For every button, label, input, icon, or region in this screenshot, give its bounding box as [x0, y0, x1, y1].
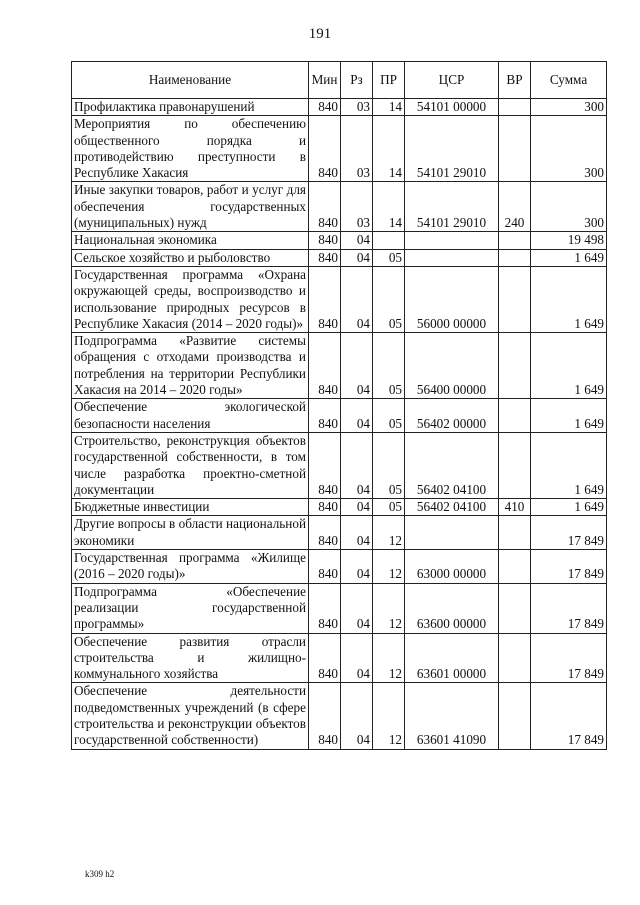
cell-csr	[405, 249, 499, 266]
table-row	[72, 683, 607, 749]
cell-pr: 12	[373, 516, 405, 550]
cell-rz: 04	[341, 683, 373, 749]
cell-vr	[499, 399, 531, 433]
cell-rz: 03	[341, 99, 373, 116]
cell-min: 840	[309, 266, 341, 332]
table-row	[72, 399, 607, 433]
cell-pr: 05	[373, 333, 405, 399]
cell-csr: 63601 00000	[405, 633, 499, 683]
cell-name: Мероприятия по обеспечению общественного порядка и противодействию преступности в Республике Хакасия	[72, 116, 309, 182]
table-row	[72, 333, 607, 399]
cell-csr: 54101 29010	[405, 116, 499, 182]
cell-sum: 1 649	[531, 333, 607, 399]
cell-name: Подпрограмма «Обеспечение реализации государственной программы»	[72, 583, 309, 633]
cell-pr: 05	[373, 266, 405, 332]
cell-sum: 17 849	[531, 633, 607, 683]
header-vr: ВР	[499, 62, 531, 99]
cell-csr: 63601 41090	[405, 683, 499, 749]
table-row	[72, 633, 607, 683]
table-row	[72, 516, 607, 550]
cell-vr	[499, 516, 531, 550]
cell-name: Профилактика правонарушений	[72, 99, 309, 116]
header-pr: ПР	[373, 62, 405, 99]
cell-vr: 240	[499, 182, 531, 232]
table-row	[72, 266, 607, 332]
cell-name: Иные закупки товаров, работ и услуг для обеспечения государственных (муниципальных) нужд	[72, 182, 309, 232]
header-sum: Сумма	[531, 62, 607, 99]
cell-sum: 300	[531, 116, 607, 182]
cell-min: 840	[309, 182, 341, 232]
cell-min: 840	[309, 432, 341, 498]
cell-sum: 17 849	[531, 550, 607, 584]
cell-sum: 17 849	[531, 516, 607, 550]
table-row	[72, 499, 607, 516]
cell-vr	[499, 232, 531, 249]
header-csr: ЦСР	[405, 62, 499, 99]
cell-rz: 03	[341, 116, 373, 182]
cell-pr: 12	[373, 583, 405, 633]
cell-pr: 12	[373, 683, 405, 749]
cell-sum: 1 649	[531, 399, 607, 433]
cell-csr: 56402 04100	[405, 432, 499, 498]
cell-rz: 04	[341, 633, 373, 683]
cell-csr: 63600 00000	[405, 583, 499, 633]
cell-rz: 04	[341, 266, 373, 332]
cell-min: 840	[309, 583, 341, 633]
cell-vr: 410	[499, 499, 531, 516]
cell-sum: 19 498	[531, 232, 607, 249]
cell-rz: 04	[341, 249, 373, 266]
cell-rz: 04	[341, 232, 373, 249]
footer-code: k309 h2	[85, 869, 115, 879]
cell-csr	[405, 516, 499, 550]
cell-sum: 17 849	[531, 583, 607, 633]
cell-sum: 300	[531, 99, 607, 116]
table-row	[72, 116, 607, 182]
cell-pr: 05	[373, 499, 405, 516]
cell-pr	[373, 232, 405, 249]
cell-pr: 14	[373, 99, 405, 116]
cell-sum: 1 649	[531, 499, 607, 516]
cell-name: Государственная программа «Охрана окружающей среды, воспроизводство и использование природных ресурсов в Республике Хакасия (2014 – 2020 годы)»	[72, 266, 309, 332]
cell-rz: 04	[341, 432, 373, 498]
table-row	[72, 232, 607, 249]
cell-csr: 54101 29010	[405, 182, 499, 232]
cell-csr: 56402 00000	[405, 399, 499, 433]
table-header-row	[72, 62, 607, 99]
cell-vr	[499, 266, 531, 332]
cell-name: Государственная программа «Жилище (2016 – 2020 годы)»	[72, 550, 309, 584]
cell-name: Обеспечение экологической безопасности населения	[72, 399, 309, 433]
cell-rz: 04	[341, 583, 373, 633]
cell-name: Подпрограмма «Развитие системы обращения с отходами производства и потребления на территории Республики Хакасия на 2014 – 2020 годы»	[72, 333, 309, 399]
cell-csr: 56402 04100	[405, 499, 499, 516]
header-name: Наименование	[72, 62, 309, 99]
header-min: Мин	[309, 62, 341, 99]
cell-csr: 63000 00000	[405, 550, 499, 584]
cell-name: Сельское хозяйство и рыболовство	[72, 249, 309, 266]
cell-sum: 1 649	[531, 249, 607, 266]
cell-min: 840	[309, 333, 341, 399]
cell-pr: 05	[373, 249, 405, 266]
cell-sum: 1 649	[531, 266, 607, 332]
cell-pr: 14	[373, 182, 405, 232]
cell-rz: 04	[341, 333, 373, 399]
budget-table	[71, 61, 607, 750]
cell-sum: 300	[531, 182, 607, 232]
cell-min: 840	[309, 516, 341, 550]
cell-min: 840	[309, 499, 341, 516]
cell-vr	[499, 683, 531, 749]
cell-min: 840	[309, 399, 341, 433]
cell-min: 840	[309, 683, 341, 749]
page-number: 191	[308, 26, 332, 42]
cell-vr	[499, 633, 531, 683]
cell-vr	[499, 432, 531, 498]
cell-name: Обеспечение развития отрасли строительства и жилищно-коммунального хозяйства	[72, 633, 309, 683]
cell-vr	[499, 550, 531, 584]
cell-csr: 54101 00000	[405, 99, 499, 116]
table-row	[72, 182, 607, 232]
cell-vr	[499, 116, 531, 182]
cell-min: 840	[309, 99, 341, 116]
cell-name: Обеспечение деятельности подведомственных учреждений (в сфере строительства и реконструкции объектов государственной собственности)	[72, 683, 309, 749]
cell-csr: 56000 00000	[405, 266, 499, 332]
cell-rz: 04	[341, 550, 373, 584]
cell-sum: 1 649	[531, 432, 607, 498]
table-row	[72, 99, 607, 116]
cell-pr: 12	[373, 550, 405, 584]
cell-pr: 05	[373, 399, 405, 433]
cell-pr: 05	[373, 432, 405, 498]
cell-sum: 17 849	[531, 683, 607, 749]
cell-min: 840	[309, 633, 341, 683]
cell-min: 840	[309, 550, 341, 584]
cell-min: 840	[309, 116, 341, 182]
cell-min: 840	[309, 249, 341, 266]
table-row	[72, 550, 607, 584]
cell-csr	[405, 232, 499, 249]
cell-csr: 56400 00000	[405, 333, 499, 399]
cell-pr: 12	[373, 633, 405, 683]
header-rz: Рз	[341, 62, 373, 99]
cell-vr	[499, 333, 531, 399]
table-row	[72, 583, 607, 633]
cell-pr: 14	[373, 116, 405, 182]
table-row	[72, 432, 607, 498]
cell-name: Строительство, реконструкция объектов государственной собственности, в том числе разработка проектно-сметной документации	[72, 432, 309, 498]
cell-vr	[499, 249, 531, 266]
cell-vr	[499, 99, 531, 116]
cell-name: Другие вопросы в области национальной экономики	[72, 516, 309, 550]
cell-vr	[499, 583, 531, 633]
cell-rz: 04	[341, 399, 373, 433]
cell-name: Бюджетные инвестиции	[72, 499, 309, 516]
cell-min: 840	[309, 232, 341, 249]
cell-name: Национальная экономика	[72, 232, 309, 249]
table-body	[72, 99, 607, 750]
cell-rz: 04	[341, 499, 373, 516]
cell-rz: 03	[341, 182, 373, 232]
cell-rz: 04	[341, 516, 373, 550]
table-row	[72, 249, 607, 266]
